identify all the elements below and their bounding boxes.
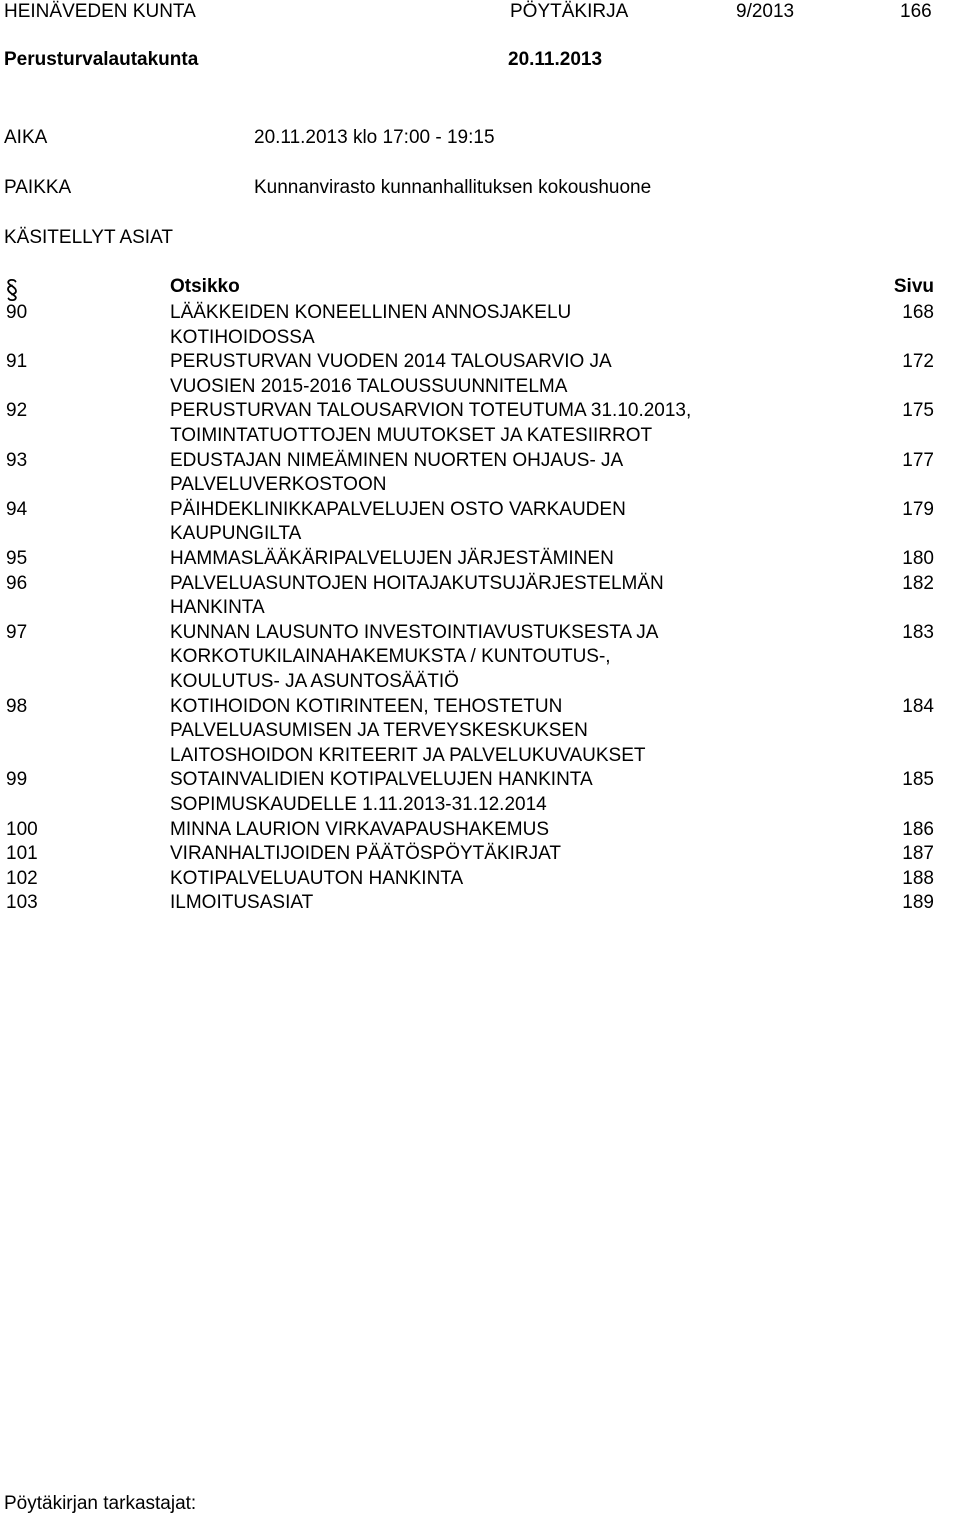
page-number: 166	[900, 1, 932, 22]
item-title: KOTIHOIDON KOTIRINTEEN, TEHOSTETUN PALVELUASUMISEN JA TERVEYSKESKUKSEN LAITOSHOIDON KRITEERIT JA PALVELUKUVAUKSET	[170, 695, 646, 766]
item-page: 189	[902, 892, 934, 914]
table-row	[0, 350, 960, 399]
table-row	[0, 301, 960, 350]
item-page: 186	[902, 818, 934, 840]
item-page: 172	[902, 351, 934, 373]
item-title: VIRANHALTIJOIDEN PÄÄTÖSPÖYTÄKIRJAT	[170, 843, 561, 865]
document-number: 9/2013	[736, 1, 795, 22]
item-title: MINNA LAURION VIRKAVAPAUSHAKEMUS	[170, 818, 550, 840]
item-page: 188	[902, 867, 934, 889]
item-page: 184	[902, 695, 934, 717]
item-number: 93	[6, 449, 28, 471]
table-row	[0, 867, 960, 892]
item-page: 168	[902, 302, 934, 323]
table-row	[0, 818, 960, 843]
items-heading: KÄSITELLYT ASIAT	[4, 227, 173, 248]
item-title: PALVELUASUNTOJEN HOITAJAKUTSUJÄRJESTELMÄN HANKINTA	[170, 572, 664, 619]
item-number: 95	[6, 547, 28, 569]
item-title: ILMOITUSASIAT	[170, 892, 314, 914]
item-number: 98	[6, 695, 28, 717]
item-page: 177	[902, 449, 934, 471]
table-row	[0, 768, 960, 817]
item-title: EDUSTAJAN NIMEÄMINEN NUORTEN OHJAUS- JA PALVELUVERKOSTOON	[170, 449, 624, 496]
table-row	[0, 842, 960, 867]
item-title: KOTIPALVELUAUTON HANKINTA	[170, 867, 464, 889]
time-label: AIKA	[4, 127, 48, 148]
item-number: 103	[6, 892, 38, 914]
table-header	[0, 275, 960, 301]
item-page: 180	[902, 547, 934, 569]
item-title: KUNNAN LAUSUNTO INVESTOINTIAVUSTUKSESTA JA KORKOTUKILAINAHAKEMUKSTA / KUNTOUTUS-, KOULUTUS- JA ASUNTOSÄÄTIÖ	[170, 621, 659, 692]
header-title: Otsikko	[170, 276, 240, 297]
item-number: 91	[6, 351, 28, 373]
table-row	[0, 572, 960, 621]
item-number: 96	[6, 572, 28, 594]
item-page: 179	[902, 498, 934, 520]
place-value: Kunnanvirasto kunnanhallituksen kokoushuone	[254, 177, 652, 198]
table-row	[0, 547, 960, 572]
table-row	[0, 891, 960, 916]
table-row	[0, 449, 960, 498]
item-number: 102	[6, 867, 38, 889]
item-page: 185	[902, 769, 934, 791]
item-page: 183	[902, 621, 934, 643]
document-type: PÖYTÄKIRJA	[510, 1, 629, 22]
meeting-date: 20.11.2013	[508, 49, 603, 70]
table-body	[0, 301, 960, 916]
table-row	[0, 621, 960, 695]
item-page: 175	[902, 400, 934, 422]
item-title: PERUSTURVAN VUODEN 2014 TALOUSARVIO JA VUOSIEN 2015-2016 TALOUSSUUNNITELMA	[170, 351, 612, 397]
table-row	[0, 498, 960, 547]
table-row	[0, 399, 960, 448]
item-title: SOTAINVALIDIEN KOTIPALVELUJEN HANKINTA SOPIMUSKAUDELLE 1.11.2013-31.12.2014	[170, 769, 593, 815]
item-number: 97	[6, 621, 28, 643]
item-number: 99	[6, 769, 28, 791]
item-title: PERUSTURVAN TALOUSARVION TOTEUTUMA 31.10.2013, TOIMINTATUOTTOJEN MUUTOKSET JA KATESIIRROT	[170, 400, 692, 446]
item-number: 100	[6, 818, 38, 840]
items-table	[0, 275, 960, 916]
section-sign-icon	[4, 277, 20, 303]
item-page: 187	[902, 843, 934, 865]
organization-name: HEINÄVEDEN KUNTA	[4, 1, 196, 22]
table-row	[0, 695, 960, 769]
reviewers-label: Pöytäkirjan tarkastajat:	[4, 1493, 197, 1514]
governing-body: Perusturvalautakunta	[4, 49, 199, 70]
item-title: LÄÄKKEIDEN KONEELLINEN ANNOSJAKELU KOTIHOIDOSSA	[170, 302, 572, 348]
time-value: 20.11.2013 klo 17:00 - 19:15	[254, 127, 495, 148]
place-label: PAIKKA	[4, 177, 72, 198]
item-number: 101	[6, 843, 38, 865]
item-title: HAMMASLÄÄKÄRIPALVELUJEN JÄRJESTÄMINEN	[170, 547, 614, 569]
item-page: 182	[902, 572, 934, 594]
item-title: PÄIHDEKLINIKKAPALVELUJEN OSTO VARKAUDEN KAUPUNGILTA	[170, 498, 626, 545]
header-page: Sivu	[893, 276, 934, 297]
item-number: 94	[6, 498, 28, 520]
item-number: 90	[6, 302, 28, 323]
item-number: 92	[6, 400, 28, 422]
